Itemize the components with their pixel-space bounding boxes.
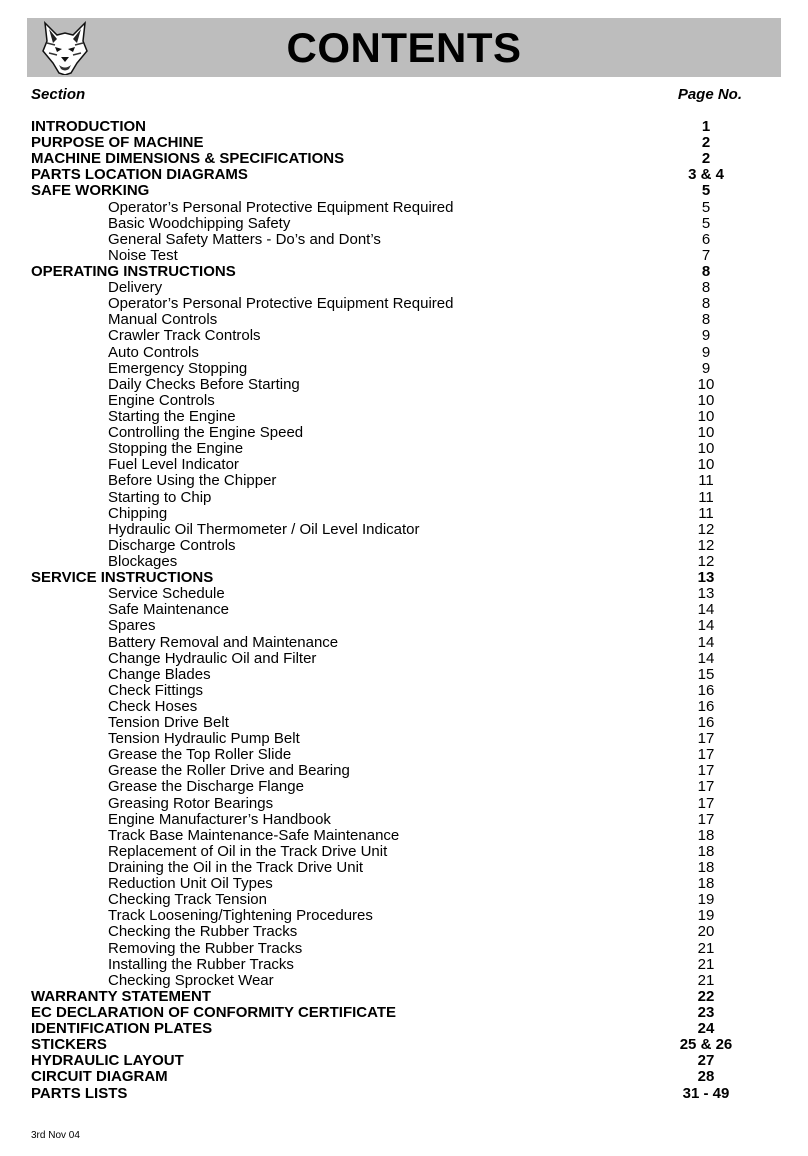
toc-entry-label: Before Using the Chipper bbox=[108, 472, 277, 490]
toc-entry-page: 17 bbox=[697, 794, 715, 812]
toc-entry-page: 20 bbox=[697, 923, 715, 941]
toc-entry-page: 10 bbox=[697, 440, 715, 458]
toc-entry-page: 11 bbox=[698, 504, 714, 522]
toc-entry-page: 14 bbox=[697, 633, 715, 651]
toc-entry-page: 2 bbox=[701, 134, 711, 152]
toc-section-row bbox=[0, 167, 808, 183]
toc-entry-page: 17 bbox=[697, 778, 715, 796]
toc-subsection-row bbox=[0, 924, 808, 940]
toc-entry-page: 17 bbox=[697, 810, 715, 828]
toc-entry-page: 31 - 49 bbox=[682, 1084, 730, 1102]
toc-entry-label: Engine Controls bbox=[108, 391, 215, 409]
toc-subsection-row bbox=[0, 715, 808, 731]
toc-entry-label: Reduction Unit Oil Types bbox=[108, 875, 273, 893]
toc-subsection-row bbox=[0, 538, 808, 554]
toc-entry-label: Checking Sprocket Wear bbox=[108, 971, 274, 989]
toc-entry-label: Checking the Rubber Tracks bbox=[108, 923, 298, 941]
toc-entry-page: 6 bbox=[701, 230, 711, 248]
toc-entry-page: 10 bbox=[697, 456, 715, 474]
footer-date: 3rd Nov 04 bbox=[31, 1130, 80, 1141]
toc-entry-label: EC DECLARATION OF CONFORMITY CERTIFICATE bbox=[31, 1004, 396, 1022]
toc-subsection-row bbox=[0, 892, 808, 908]
toc-entry-label: Check Hoses bbox=[108, 697, 198, 715]
toc-entry-label: Tension Hydraulic Pump Belt bbox=[108, 730, 300, 748]
toc-entry-page: 15 bbox=[697, 665, 715, 683]
toc-entry-page: 5 bbox=[701, 214, 711, 232]
toc-entry-label: IDENTIFICATION PLATES bbox=[31, 1020, 213, 1038]
toc-entry-page: 16 bbox=[697, 681, 715, 699]
table-of-contents bbox=[0, 119, 808, 1102]
toc-entry-label: Installing the Rubber Tracks bbox=[108, 955, 294, 973]
toc-subsection-row bbox=[0, 232, 808, 248]
toc-subsection-row bbox=[0, 779, 808, 795]
toc-entry-page: 12 bbox=[697, 552, 715, 570]
toc-subsection-row bbox=[0, 361, 808, 377]
section-column-header: Section bbox=[31, 86, 86, 103]
toc-entry-page: 9 bbox=[701, 343, 711, 361]
toc-entry-label: Starting the Engine bbox=[108, 407, 236, 425]
toc-entry-label: CIRCUIT DIAGRAM bbox=[31, 1068, 168, 1086]
toc-entry-page: 18 bbox=[697, 826, 715, 844]
toc-entry-label: SAFE WORKING bbox=[31, 182, 150, 200]
toc-subsection-row bbox=[0, 200, 808, 216]
toc-entry-label: Checking Track Tension bbox=[108, 891, 267, 909]
toc-subsection-row bbox=[0, 828, 808, 844]
toc-entry-label: OPERATING INSTRUCTIONS bbox=[31, 262, 236, 280]
toc-entry-page: 14 bbox=[697, 649, 715, 667]
toc-entry-page: 13 bbox=[697, 569, 715, 587]
toc-entry-label: Stopping the Engine bbox=[108, 440, 244, 458]
toc-subsection-row bbox=[0, 296, 808, 312]
toc-subsection-row bbox=[0, 345, 808, 361]
toc-subsection-row bbox=[0, 586, 808, 602]
toc-entry-page: 3 & 4 bbox=[688, 166, 724, 184]
toc-subsection-row bbox=[0, 441, 808, 457]
toc-section-row bbox=[0, 151, 808, 167]
toc-subsection-row bbox=[0, 618, 808, 634]
toc-entry-page: 11 bbox=[698, 472, 714, 490]
toc-entry-page: 11 bbox=[698, 488, 714, 506]
toc-entry-page: 25 & 26 bbox=[679, 1036, 733, 1054]
toc-section-row bbox=[0, 1037, 808, 1053]
toc-subsection-row bbox=[0, 425, 808, 441]
toc-entry-page: 10 bbox=[697, 391, 715, 409]
toc-subsection-row bbox=[0, 699, 808, 715]
toc-entry-label: HYDRAULIC LAYOUT bbox=[31, 1052, 184, 1070]
toc-subsection-row bbox=[0, 216, 808, 232]
toc-subsection-row bbox=[0, 457, 808, 473]
toc-entry-page: 18 bbox=[697, 875, 715, 893]
toc-subsection-row bbox=[0, 377, 808, 393]
toc-entry-label: Daily Checks Before Starting bbox=[108, 375, 300, 393]
toc-subsection-row bbox=[0, 490, 808, 506]
toc-section-row bbox=[0, 119, 808, 135]
toc-entry-page: 22 bbox=[697, 987, 715, 1005]
toc-entry-label: Grease the Discharge Flange bbox=[108, 778, 304, 796]
toc-section-row bbox=[0, 183, 808, 199]
toc-entry-page: 21 bbox=[697, 971, 715, 989]
toc-subsection-row bbox=[0, 280, 808, 296]
toc-entry-page: 14 bbox=[697, 601, 715, 619]
toc-entry-label: PARTS LOCATION DIAGRAMS bbox=[31, 166, 248, 184]
toc-entry-label: Check Fittings bbox=[108, 681, 204, 699]
toc-entry-page: 27 bbox=[697, 1052, 715, 1070]
toc-entry-label: Operator’s Personal Protective Equipment Required bbox=[108, 198, 454, 216]
toc-entry-label: Grease the Roller Drive and Bearing bbox=[108, 762, 350, 780]
toc-entry-label: Manual Controls bbox=[108, 311, 218, 329]
toc-section-row bbox=[0, 135, 808, 151]
toc-subsection-row bbox=[0, 908, 808, 924]
toc-subsection-row bbox=[0, 957, 808, 973]
toc-subsection-row bbox=[0, 651, 808, 667]
toc-entry-label: PARTS LISTS bbox=[31, 1084, 128, 1102]
toc-entry-page: 12 bbox=[697, 520, 715, 538]
toc-entry-page: 16 bbox=[697, 714, 715, 732]
toc-entry-page: 7 bbox=[701, 246, 711, 264]
toc-entry-label: WARRANTY STATEMENT bbox=[31, 987, 211, 1005]
toc-entry-page: 14 bbox=[697, 617, 715, 635]
toc-entry-page: 17 bbox=[697, 730, 715, 748]
toc-entry-label: Safe Maintenance bbox=[108, 601, 229, 619]
toc-entry-label: STICKERS bbox=[31, 1036, 107, 1054]
toc-entry-label: Controlling the Engine Speed bbox=[108, 424, 304, 442]
toc-subsection-row bbox=[0, 473, 808, 489]
toc-subsection-row bbox=[0, 860, 808, 876]
toc-entry-label: PURPOSE OF MACHINE bbox=[31, 134, 204, 152]
toc-subsection-row bbox=[0, 667, 808, 683]
toc-section-row bbox=[0, 570, 808, 586]
toc-subsection-row bbox=[0, 731, 808, 747]
toc-entry-label: Hydraulic Oil Thermometer / Oil Level Indicator bbox=[108, 520, 420, 538]
toc-subsection-row bbox=[0, 747, 808, 763]
toc-entry-page: 24 bbox=[697, 1020, 715, 1038]
toc-entry-label: Tension Drive Belt bbox=[108, 714, 229, 732]
toc-entry-page: 12 bbox=[697, 536, 715, 554]
toc-subsection-row bbox=[0, 602, 808, 618]
toc-subsection-row bbox=[0, 941, 808, 957]
toc-subsection-row bbox=[0, 796, 808, 812]
toc-entry-label: Crawler Track Controls bbox=[108, 327, 261, 345]
toc-entry-label: Change Blades bbox=[108, 665, 211, 683]
toc-entry-label: SERVICE INSTRUCTIONS bbox=[31, 569, 214, 587]
toc-entry-label: Noise Test bbox=[108, 246, 178, 264]
toc-entry-page: 17 bbox=[697, 746, 715, 764]
toc-entry-page: 8 bbox=[701, 311, 711, 329]
toc-subsection-row bbox=[0, 393, 808, 409]
toc-entry-label: Blockages bbox=[108, 552, 178, 570]
toc-entry-label: Spares bbox=[108, 617, 156, 635]
toc-subsection-row bbox=[0, 554, 808, 570]
toc-subsection-row bbox=[0, 876, 808, 892]
toc-entry-page: 28 bbox=[697, 1068, 715, 1086]
toc-entry-page: 1 bbox=[701, 118, 711, 135]
toc-subsection-row bbox=[0, 312, 808, 328]
toc-entry-label: Chipping bbox=[108, 504, 168, 522]
toc-entry-page: 18 bbox=[697, 859, 715, 877]
toc-entry-label: Greasing Rotor Bearings bbox=[108, 794, 274, 812]
toc-section-row bbox=[0, 1053, 808, 1069]
toc-entry-label: Battery Removal and Maintenance bbox=[108, 633, 339, 651]
toc-entry-page: 21 bbox=[697, 955, 715, 973]
toc-entry-page: 5 bbox=[701, 198, 711, 216]
toc-entry-label: General Safety Matters - Do’s and Dont’s bbox=[108, 230, 381, 248]
toc-entry-label: MACHINE DIMENSIONS & SPECIFICATIONS bbox=[31, 150, 345, 168]
toc-subsection-row bbox=[0, 973, 808, 989]
toc-subsection-row bbox=[0, 328, 808, 344]
toc-entry-label: Service Schedule bbox=[108, 585, 225, 603]
toc-entry-page: 23 bbox=[697, 1004, 715, 1022]
toc-entry-page: 10 bbox=[697, 407, 715, 425]
toc-entry-label: Track Base Maintenance-Safe Maintenance bbox=[108, 826, 400, 844]
page-title: CONTENTS bbox=[286, 24, 522, 71]
toc-entry-page: 9 bbox=[701, 327, 711, 345]
toc-entry-page: 9 bbox=[701, 359, 711, 377]
toc-entry-label: Discharge Controls bbox=[108, 536, 236, 554]
toc-entry-page: 5 bbox=[701, 182, 711, 200]
toc-subsection-row bbox=[0, 248, 808, 264]
toc-entry-label: Operator’s Personal Protective Equipment Required bbox=[108, 295, 454, 313]
toc-entry-page: 13 bbox=[697, 585, 715, 603]
toc-section-row bbox=[0, 1069, 808, 1085]
toc-entry-label: Replacement of Oil in the Track Drive Unit bbox=[108, 842, 388, 860]
toc-entry-label: Change Hydraulic Oil and Filter bbox=[108, 649, 317, 667]
toc-entry-page: 10 bbox=[697, 424, 715, 442]
page-column-header: Page No. bbox=[677, 86, 742, 103]
toc-entry-page: 8 bbox=[701, 279, 711, 297]
toc-entry-page: 8 bbox=[701, 295, 711, 313]
toc-entry-label: INTRODUCTION bbox=[31, 118, 146, 135]
toc-entry-label: Grease the Top Roller Slide bbox=[108, 746, 292, 764]
toc-entry-label: Engine Manufacturer’s Handbook bbox=[108, 810, 331, 828]
toc-subsection-row bbox=[0, 683, 808, 699]
toc-entry-page: 2 bbox=[701, 150, 711, 168]
toc-entry-page: 19 bbox=[697, 907, 715, 925]
toc-entry-label: Auto Controls bbox=[108, 343, 199, 361]
toc-section-row bbox=[0, 264, 808, 280]
toc-section-row bbox=[0, 1086, 808, 1102]
toc-entry-page: 8 bbox=[701, 262, 711, 280]
toc-subsection-row bbox=[0, 409, 808, 425]
toc-entry-page: 10 bbox=[697, 375, 715, 393]
toc-subsection-row bbox=[0, 844, 808, 860]
toc-entry-page: 21 bbox=[697, 939, 715, 957]
toc-subsection-row bbox=[0, 635, 808, 651]
toc-subsection-row bbox=[0, 506, 808, 522]
toc-entry-label: Fuel Level Indicator bbox=[108, 456, 239, 474]
toc-entry-label: Draining the Oil in the Track Drive Unit bbox=[108, 859, 364, 877]
toc-entry-page: 18 bbox=[697, 842, 715, 860]
toc-entry-page: 19 bbox=[697, 891, 715, 909]
toc-section-row bbox=[0, 1021, 808, 1037]
toc-subsection-row bbox=[0, 812, 808, 828]
toc-section-row bbox=[0, 989, 808, 1005]
toc-entry-label: Removing the Rubber Tracks bbox=[108, 939, 303, 957]
toc-subsection-row bbox=[0, 763, 808, 779]
toc-entry-page: 17 bbox=[697, 762, 715, 780]
toc-entry-label: Emergency Stopping bbox=[108, 359, 248, 377]
toc-entry-label: Delivery bbox=[108, 279, 163, 297]
toc-entry-label: Starting to Chip bbox=[108, 488, 212, 506]
toc-section-row bbox=[0, 1005, 808, 1021]
toc-entry-label: Basic Woodchipping Safety bbox=[108, 214, 291, 232]
toc-entry-page: 16 bbox=[697, 697, 715, 715]
toc-subsection-row bbox=[0, 522, 808, 538]
toc-entry-label: Track Loosening/Tightening Procedures bbox=[108, 907, 373, 925]
